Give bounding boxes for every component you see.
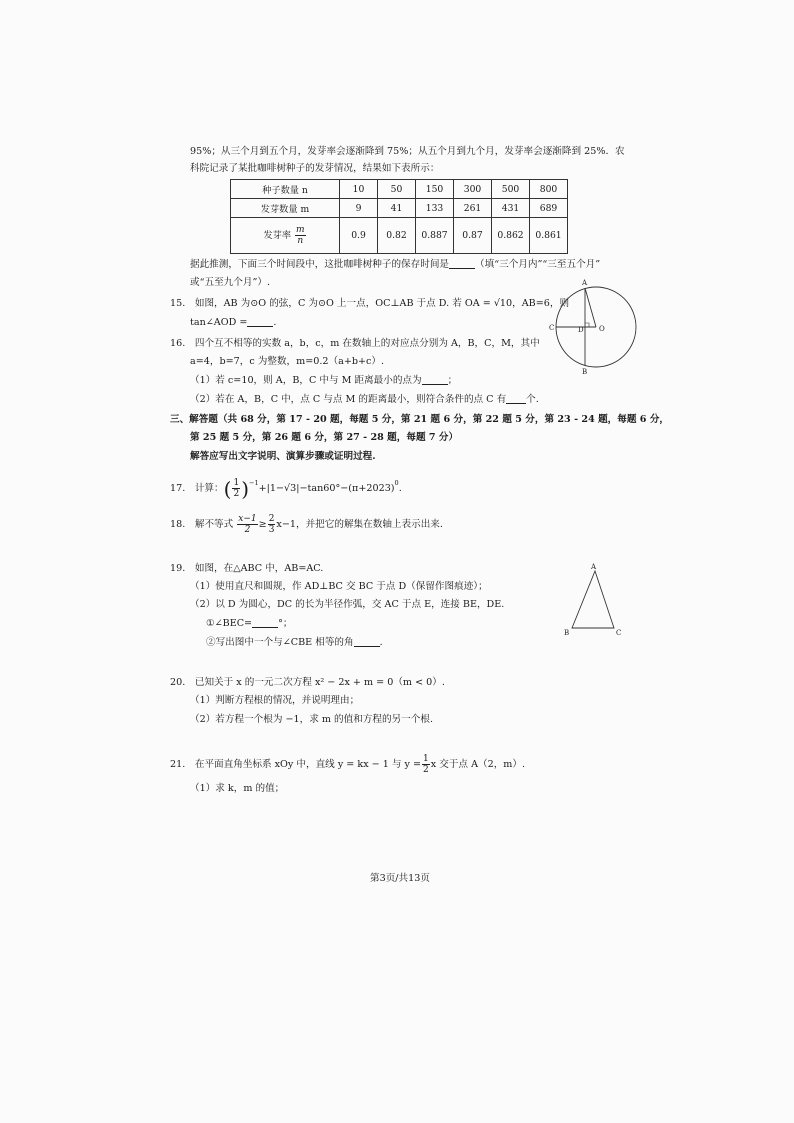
label-c: C	[616, 629, 622, 637]
label-a: A	[591, 563, 597, 571]
section-3-instruction: 解答应写出文字说明、演算步骤或证明过程.	[190, 451, 376, 462]
q19-line-4	[206, 617, 292, 630]
q16-2-text: （2）若在 A，B，C 中，点 C 与点 M 的距离最小，则符合条件的点 C 有	[190, 394, 507, 405]
q17-expr: +|1−√3|−tan60°−(π+2023)	[258, 483, 395, 494]
q18-line	[170, 514, 443, 535]
q19-line-3: （2）以 D 为圆心，DC 的长为半径作弧，交 AC 于点 E，连接 BE，DE.	[190, 599, 505, 610]
table-cell: 0.861	[530, 218, 568, 254]
q20-line-2: （1）判断方程根的情况，并说明理由；	[190, 695, 360, 706]
intro-line-1: 95%；从三个月到五个月，发芽率会逐渐降到 75%；从五个月到九个月，发芽率会逐渐降到 25%．农	[190, 146, 625, 157]
table-cell: 150	[416, 180, 454, 199]
label-o: O	[599, 325, 605, 333]
label-a: A	[582, 279, 588, 287]
q14-line-1	[190, 258, 600, 271]
paren-open: (	[223, 477, 232, 501]
answer-blank[interactable]	[506, 393, 526, 404]
q15-line-2	[190, 316, 276, 329]
exp-minus-one: −1	[249, 479, 259, 487]
table-cell: 10	[340, 180, 378, 199]
segment-oa	[585, 288, 596, 327]
q15-text: tan∠AOD =	[190, 317, 248, 328]
q14-line-2: 或“五至九个月”）.	[190, 277, 271, 288]
table-cell: 431	[492, 199, 530, 218]
table-cell: 9	[340, 199, 378, 218]
section-3-header: 三、解答题（共 68 分，第 17 - 20 题，每题 5 分，第 21 题 6 分，第 22 题 5 分，第 23 - 24 题，每题 6 分，	[170, 414, 670, 425]
q19-2-text: ②写出图中一个与∠CBE 相等的角	[206, 637, 354, 648]
q19-line-5	[206, 636, 383, 649]
page-number: 第3页/共13页	[370, 873, 430, 884]
q14-text-tail: （填“三个月内”“三至五个月”	[475, 259, 601, 270]
answer-blank[interactable]	[449, 258, 475, 269]
right-angle-mark	[585, 323, 589, 327]
table-cell: 300	[454, 180, 492, 199]
table-cell: 50	[378, 180, 416, 199]
paren-close: )	[241, 477, 249, 501]
label-d: D	[578, 326, 584, 334]
q15-text-tail: .	[273, 317, 277, 328]
q16-1-tail: ；	[447, 375, 458, 386]
table-cell: 689	[530, 199, 568, 218]
q19-1-tail: °；	[278, 618, 293, 629]
germination-table	[230, 179, 568, 254]
table-cell: 800	[530, 180, 568, 199]
q17-prefix: 17. 计算：	[170, 483, 224, 494]
table-cell: 0.887	[416, 218, 454, 254]
geq-sign: ≥	[258, 519, 267, 530]
answer-blank[interactable]	[354, 636, 380, 647]
q17-end: .	[398, 483, 402, 494]
table-cell: 133	[416, 199, 454, 218]
q19-2-tail: .	[379, 637, 383, 648]
q19-line-2: （1）使用直尺和圆规，作 AD⊥BC 交 BC 于点 D（保留作图痕迹）；	[190, 581, 488, 592]
q16-1-text: （1）若 c=10，则 A，B，C 中与 M 距离最小的点为	[190, 375, 422, 386]
label-b: B	[582, 368, 588, 376]
table-row-label	[231, 218, 340, 254]
table-cell: 0.82	[378, 218, 416, 254]
circle-figure	[548, 276, 644, 376]
table-row	[231, 218, 568, 254]
q21-tail: x 交于点 A（2，m）.	[430, 759, 526, 770]
triangle-figure	[558, 562, 632, 638]
frac-num: m	[295, 225, 305, 235]
q21-prefix: 21. 在平面直角坐标系 xOy 中，直线 y = kx − 1 与 y =	[170, 759, 422, 770]
frac-den: n	[297, 236, 304, 246]
q17-line	[170, 477, 402, 499]
table-row-label: 发芽数量 m	[231, 199, 340, 218]
triangle-abc	[572, 571, 614, 628]
intro-line-2: 科院记录了某批咖啡树种子的发芽情况，结果如下表所示：	[190, 163, 440, 174]
frac-1-over-2: $\frac{1}{2}$	[423, 754, 429, 775]
table-cell: 0.87	[454, 218, 492, 254]
answer-blank[interactable]	[247, 316, 273, 327]
answer-blank[interactable]	[422, 374, 448, 385]
q16-2-tail: 个.	[526, 394, 539, 405]
table-cell: 0.9	[340, 218, 378, 254]
table-row	[231, 199, 568, 218]
answer-blank[interactable]	[252, 617, 278, 628]
table-row	[231, 180, 568, 199]
q21-line-1	[170, 754, 525, 775]
table-cell: 0.862	[492, 218, 530, 254]
q16-line-1: 16. 四个互不相等的实数 a，b，c，m 在数轴上的对应点分别为 A，B，C，M，其中	[170, 338, 540, 349]
section-3-header-2: 第 25 题 5 分，第 26 题 6 分，第 27 - 28 题，每题 7 分）	[190, 432, 459, 443]
q19-1-text: ①∠BEC=	[206, 618, 253, 629]
q15-line-1: 15. 如图，AB 为⊙O 的弦，C 为⊙O 上一点，OC⊥AB 于点 D. 若 OA = √10，AB=6，则	[170, 298, 570, 309]
q19-line-1: 19. 如图，在△ABC 中，AB=AC.	[170, 563, 324, 574]
q14-text: 据此推测，下面三个时间段中，这批咖啡树种子的保存时间是	[190, 259, 450, 270]
q16-line-3	[190, 374, 457, 387]
label-b: B	[564, 629, 570, 637]
label-c: C	[549, 324, 555, 332]
exp-zero: 0	[394, 479, 399, 487]
q18-prefix: 18. 解不等式	[170, 519, 234, 530]
rate-label: 发芽率	[263, 230, 292, 241]
rate-fraction	[295, 225, 306, 246]
table-cell: 41	[378, 199, 416, 218]
table-row-label: 种子数量 n	[231, 180, 340, 199]
q16-line-4	[190, 393, 539, 406]
table-cell: 261	[454, 199, 492, 218]
q18-tail: x−1，并把它的解集在数轴上表示出来.	[276, 519, 443, 530]
q21-line-2: （1）求 k，m 的值；	[190, 783, 285, 794]
frac-2-over-3: $\frac{2}{3}$	[268, 514, 275, 535]
q20-line-1: 20. 已知关于 x 的一元二次方程 x² − 2x + m = 0（m < 0）.	[170, 677, 445, 688]
frac-x-minus-1-over-2: $\frac{x-1}{2}$	[238, 514, 257, 535]
q16-line-2: a=4，b=7，c 为整数，m=0.2（a+b+c）.	[190, 356, 385, 367]
half-fraction: $\frac{1}{2}$	[233, 478, 240, 499]
q20-line-3: （2）若方程一个根为 −1，求 m 的值和方程的另一个根.	[190, 714, 434, 725]
table-cell: 500	[492, 180, 530, 199]
